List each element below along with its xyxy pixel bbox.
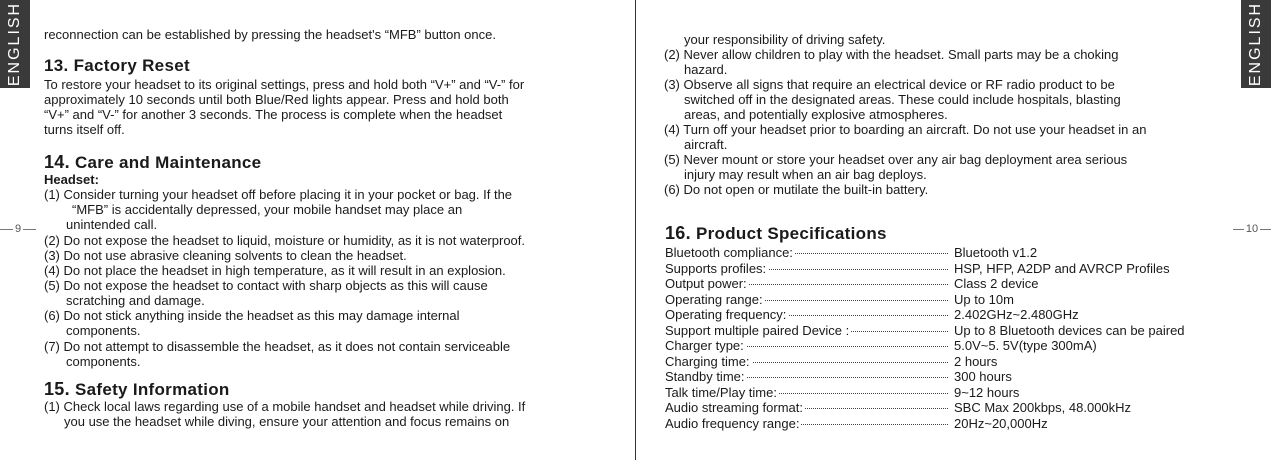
safety-continued-line: aircraft. [684, 137, 728, 152]
intro-line: reconnection can be established by pressing the headset's “MFB” button once. [44, 27, 496, 42]
section-number: 13. [44, 56, 69, 75]
spec-label: Standby time: [665, 369, 745, 384]
spec-row [665, 276, 1230, 291]
spec-row [665, 307, 1230, 322]
spec-label: Audio streaming format: [665, 400, 804, 415]
spec-label: Output power: [665, 276, 747, 291]
care-line: (3) Do not use abrasive cleaning solvents to clean the headset. [44, 248, 407, 263]
spec-value: 2 hours [954, 353, 998, 369]
spec-value: 20Hz~20,000Hz [954, 415, 1048, 431]
specs-heading [665, 223, 887, 244]
safety-continued-line: switched off in the designated areas. These could include hospitals, blasting [684, 92, 1121, 107]
care-line: “MFB” is accidentally depressed, your mobile handset may place an [72, 202, 463, 217]
safety-continued-line: (6) Do not open or mutilate the built-in battery. [664, 182, 929, 197]
safety-continued-line: (3) Observe all signs that require an electrical device or RF radio product to be [664, 77, 1115, 92]
spec-row [665, 385, 1230, 400]
care-line: unintended call. [66, 217, 158, 232]
spec-label: Charging time: [665, 353, 750, 369]
factory-reset-line: “V+” and “V-” for another 3 seconds. The process is complete when the headset [44, 107, 503, 122]
language-tab-label: ENGLISH [6, 1, 23, 87]
care-line: (5) Do not expose the headset to contact with sharp objects as this will cause [44, 278, 488, 293]
section-number: 15. [44, 379, 70, 399]
right-page [636, 0, 1271, 460]
spec-label: Operating frequency: [665, 307, 787, 322]
safety-line: you use the headset while diving, ensure your attention and focus remains on [64, 414, 510, 429]
care-line: components. [66, 354, 141, 369]
section-title: Factory Reset [73, 56, 190, 75]
care-heading [44, 152, 261, 173]
spec-label: Support multiple paired Device : [665, 322, 850, 338]
care-line: (7) Do not attempt to disassemble the headset, as it does not contain serviceable [44, 339, 511, 354]
spec-row [665, 245, 1230, 260]
spec-label: Supports profiles: [665, 260, 767, 276]
spec-label: Talk time/Play time: [665, 384, 777, 400]
care-line: (4) Do not place the headset in high temperature, as it will result in an explosion. [44, 263, 506, 278]
spec-value: 9~12 hours [954, 384, 1020, 400]
care-line: scratching and damage. [66, 293, 205, 308]
section-number: 16. [665, 223, 691, 243]
spec-value: Up to 10m [954, 291, 1014, 307]
spec-row [665, 338, 1230, 353]
safety-continued-line: (5) Never mount or store your headset over any air bag deployment area serious [664, 152, 1128, 167]
spec-value: Up to 8 Bluetooth devices can be paired [954, 322, 1185, 338]
safety-continued-line: hazard. [684, 62, 728, 77]
section-title: Care and Maintenance [74, 153, 262, 172]
spec-row [665, 416, 1230, 431]
page-number-text: 9 [14, 223, 22, 235]
safety-line: (1) Check local laws regarding use of a mobile handset and headset while driving. If [44, 399, 526, 414]
safety-continued-line: (2) Never allow children to play with the headset. Small parts may be a choking [664, 47, 1119, 62]
spec-value: Class 2 device [954, 276, 1039, 291]
care-line: (2) Do not expose the headset to liquid, moisture or humidity, as it is not waterproof. [44, 233, 525, 248]
page-number-text: 10 [1245, 223, 1259, 235]
spec-row [665, 292, 1230, 307]
safety-heading [44, 379, 230, 400]
spec-label: Bluetooth compliance: [665, 245, 793, 260]
spec-value: 300 hours [954, 369, 1012, 384]
spec-row [665, 400, 1230, 415]
section-number: 14. [44, 152, 70, 172]
language-tab-label: ENGLISH [1247, 1, 1264, 87]
language-tab-right [1241, 0, 1271, 88]
factory-reset-line: To restore your headset to its original settings, press and hold both “V+” and “V-” for [44, 77, 525, 92]
language-tab-left [0, 0, 30, 88]
spec-value: 2.402GHz~2.480GHz [954, 307, 1079, 322]
safety-continued-line: injury may result when an air bag deploys. [684, 167, 927, 182]
safety-continued-line: (4) Turn off your headset prior to boarding an aircraft. Do not use your headset in an [664, 122, 1147, 137]
spec-label: Audio frequency range: [665, 415, 800, 431]
spec-value: Bluetooth v1.2 [954, 245, 1038, 260]
factory-reset-heading [44, 56, 190, 76]
spec-label: Operating range: [665, 291, 763, 307]
spec-value: SBC Max 200kbps, 48.000kHz [954, 400, 1132, 415]
care-line: components. [66, 323, 141, 338]
spec-row [665, 354, 1230, 369]
spec-value: HSP, HFP, A2DP and AVRCP Profiles [954, 260, 1170, 276]
page-number-right [1233, 223, 1271, 235]
safety-continued-line: areas, and potentially explosive atmospheres. [684, 107, 948, 122]
care-subheading: Headset: [44, 172, 99, 187]
spec-row [665, 369, 1230, 384]
safety-continued-line: your responsibility of driving safety. [684, 32, 886, 47]
spec-row [665, 323, 1230, 338]
care-line: (1) Consider turning your headset off before placing it in your pocket or bag. If the [44, 187, 513, 202]
section-title: Product Specifications [695, 224, 887, 243]
care-line: (6) Do not stick anything inside the headset as this may damage internal [44, 308, 460, 323]
section-title: Safety Information [74, 380, 230, 399]
spec-label: Charger type: [665, 338, 744, 353]
factory-reset-line: turns itself off. [44, 122, 125, 137]
spec-value: 5.0V~5. 5V(type 300mA) [954, 338, 1097, 353]
page-number-left [0, 223, 36, 235]
spec-row [665, 261, 1230, 276]
factory-reset-line: approximately 10 seconds until both Blue/Red lights appear. Press and hold both [44, 92, 509, 107]
